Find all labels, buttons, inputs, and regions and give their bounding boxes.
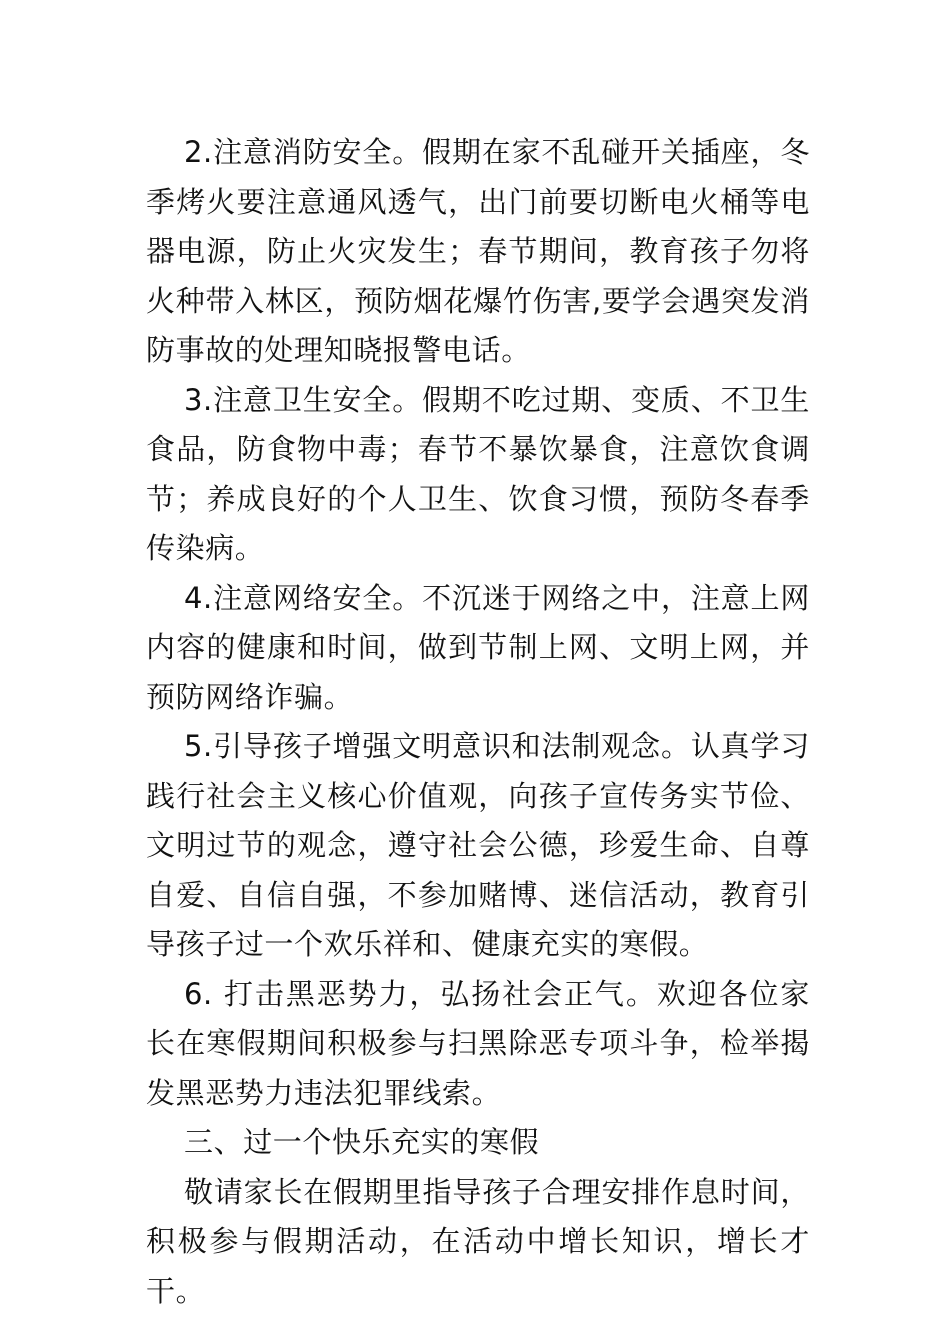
paragraph-winter-break-guidance: 敬请家长在假期里指导孩子合理安排作息时间，积极参与假期活动，在活动中增长知识，增长才干。 <box>146 1174 810 1308</box>
paragraph-civility-law: 5.引导孩子增强文明意识和法制观念。认真学习践行社会主义核心价值观，向孩子宣传务实节俭、文明过节的观念，遵守社会公德，珍爱生命、自尊自爱、自信自强，不参加赌博、迷信活动，教育引导孩子过一个欢乐祥和、健康充实的寒假。 <box>146 729 810 961</box>
paragraph-anti-crime: 6. 打击黑恶势力，弘扬社会正气。欢迎各位家长在寒假期间积极参与扫黑除恶专项斗争，检举揭发黑恶势力违法犯罪线索。 <box>146 976 810 1110</box>
document-body <box>146 128 810 1316</box>
section-heading-winter-break: 三、过一个快乐充实的寒假 <box>184 1125 540 1159</box>
paragraph-hygiene-safety: 3.注意卫生安全。假期不吃过期、变质、不卫生食品，防食物中毒；春节不暴饮暴食，注意饮食调节；养成良好的个人卫生、饮食习惯，预防冬春季传染病。 <box>146 382 810 565</box>
paragraph-fire-safety: 2.注意消防安全。假期在家不乱碰开关插座，冬季烤火要注意通风透气，出门前要切断电火桶等电器电源，防止火灾发生；春节期间，教育孩子勿将火种带入林区，预防烟花爆竹伤害,要学会遇突发消防事故的处理知晓报警电话。 <box>146 135 810 367</box>
paragraph-network-safety: 4.注意网络安全。不沉迷于网络之中，注意上网内容的健康和时间，做到节制上网、文明上网，并预防网络诈骗。 <box>146 580 810 714</box>
